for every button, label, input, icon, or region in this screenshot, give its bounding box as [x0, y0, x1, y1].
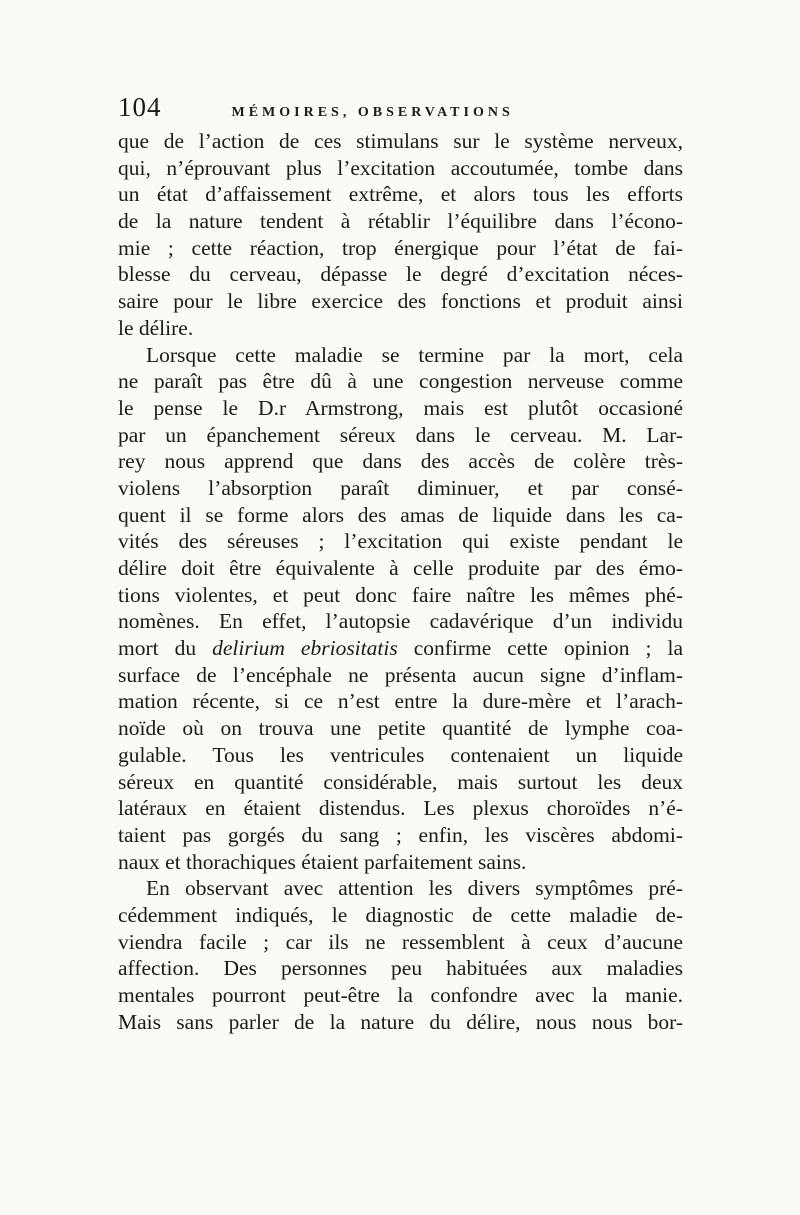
- page-header: [118, 92, 683, 123]
- text-line: latéraux en étaient distendus. Les plexus choroïdes n’é-: [118, 796, 683, 821]
- text-line: par un épanchement séreux dans le cerveau. M. Lar-: [118, 422, 683, 447]
- latin-term: delirium ebriositatis: [212, 636, 398, 661]
- text-line: le délire.: [118, 315, 194, 340]
- text-line: le pense le D.r Armstrong, mais est plutôt occasioné: [118, 395, 683, 420]
- text-line: noïde où on trouva une petite quantité de lymphe coa-: [118, 716, 683, 741]
- text-line: mie ; cette réaction, trop énergique pour l’état de fai-: [118, 235, 683, 260]
- text-line: violens l’absorption paraît diminuer, et par consé-: [118, 475, 683, 500]
- text-line: de la nature tendent à rétablir l’équilibre dans l’écono-: [118, 209, 683, 234]
- text-line: cédemment indiqués, le diagnostic de cette maladie de-: [118, 902, 683, 927]
- text-line: ne paraît pas être dû à une congestion nerveuse comme: [118, 369, 683, 394]
- text-line: vités des séreuses ; l’excitation qui existe pendant le: [118, 529, 683, 554]
- text-line: tions violentes, et peut donc faire naître les mêmes phé-: [118, 582, 683, 607]
- paragraph-start: Lorsque cette maladie se termine par la mort, cela: [146, 342, 683, 367]
- running-head: MÉMOIRES, OBSERVATIONS: [231, 105, 514, 120]
- text-line-with-italic: [118, 635, 683, 662]
- text-line: blesse du cerveau, dépasse le degré d’excitation néces-: [118, 262, 683, 287]
- text-line: mation récente, si ce n’est entre la dure-mère et l’arach-: [118, 689, 683, 714]
- text-line: saire pour le libre exercice des fonctions et produit ainsi: [118, 289, 683, 314]
- text-line: nomènes. En effet, l’autopsie cadavérique d’un individu: [118, 609, 683, 634]
- text-line: gulable. Tous les ventricules contenaient un liquide: [118, 742, 683, 767]
- body-text: [118, 128, 683, 1035]
- text-line: que de l’action de ces stimulans sur le système nerveux,: [118, 129, 683, 153]
- text-line: taient pas gorgés du sang ; enfin, les viscères abdomi-: [118, 822, 683, 847]
- paragraph-start: En observant avec attention les divers symptômes pré-: [146, 876, 683, 901]
- text-line: affection. Des personnes peu habituées aux maladies: [118, 956, 683, 981]
- text-line: séreux en quantité considérable, mais surtout les deux: [118, 769, 683, 794]
- text-line: mentales pourront peut-être la confondre avec la manie.: [118, 983, 683, 1007]
- page-number: 104: [118, 92, 162, 122]
- text-line: Mais sans parler de la nature du délire, nous nous bor-: [118, 1009, 683, 1034]
- text-line: surface de l’encéphale ne présenta aucun signe d’inflam-: [118, 662, 683, 687]
- text-line: délire doit être équivalente à celle produite par des émo-: [118, 556, 683, 580]
- text-run: mort du: [118, 636, 213, 661]
- text-line: un état d’affaissement extrême, et alors tous les efforts: [118, 182, 683, 207]
- text-line: qui, n’éprouvant plus l’excitation accoutumée, tombe dans: [118, 155, 683, 180]
- text-run: confirme cette opinion ; la: [397, 636, 683, 661]
- text-line: naux et thorachiques étaient parfaitement sains.: [118, 849, 527, 874]
- text-line: quent il se forme alors des amas de liquide dans les ca-: [118, 502, 683, 527]
- text-line: rey nous apprend que dans des accès de colère très-: [118, 449, 683, 474]
- text-line: viendra facile ; car ils ne ressemblent à ceux d’aucune: [118, 929, 683, 954]
